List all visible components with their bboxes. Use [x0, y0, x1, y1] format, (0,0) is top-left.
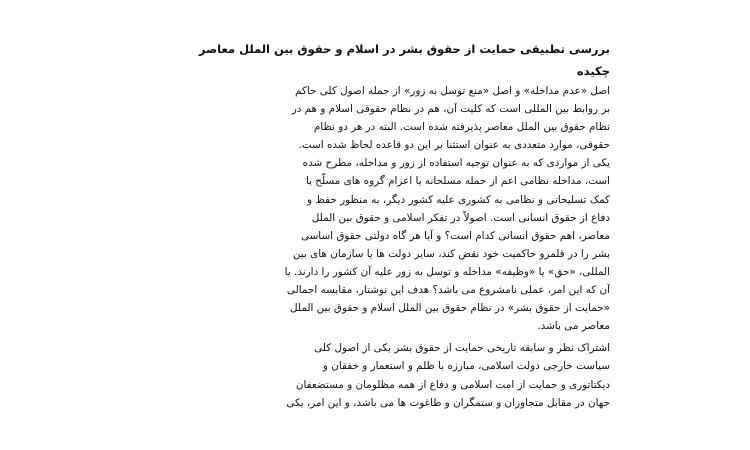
text-line: یکی از مواردی که به عنوان توجیه استفاده از زور و مداخله، مطرح شده — [302, 157, 610, 170]
text-line: است، مداخله نظامی اعم از حمله مسلحانه یا اعزام گروه های مسلّح یا — [305, 175, 610, 188]
text-line: کمک تسلیحاتی و نظامی به کشوری علیه کشور دیگر، به منظور حفظ و — [307, 193, 610, 206]
text-line: سیاست خارجی دولت اسلامی، مبارزه با ظلم و استعمار و خفقان و — [322, 360, 610, 373]
abstract-heading: چکیده — [576, 64, 610, 78]
text-line: جهان در مقابل متجاوزان و ستمگران و طاغوت ها می باشد، و این امر، یکی — [286, 396, 610, 409]
document-title: بررسی تطبیقی حمایت از حقوق بشر در اسلام و حقوق بین الملل معاصر — [198, 42, 610, 56]
text-line: نظام حقوق بین الملل معاصر پذیرفته شده است. البته در هر دو نظام — [313, 121, 610, 134]
text-line: آن که این امر، عملی نامشروع می باشد؟ هدف این نوشتار، مقایسه اجمالی — [286, 284, 610, 297]
text-line: دفاع از حقوق انسانی است. اصولاً در تفکر اسلامی و حقوق بین الملل — [311, 211, 610, 224]
text-line: اشتراک نظر و سابقه تاریخی حمایت از حقوق بشر یکی از اصول کلی — [314, 342, 610, 355]
text-line: معاصر، اهم حقوق انسانی کدام است؟ و آیا هر گاه دولتی حقوق اساسی — [300, 229, 610, 242]
body-paragraph — [140, 339, 610, 411]
text-line: المللی، «حق» یا «وظیفه» مداخله و توسل به زور علیه آن کشور را دارند. یا — [284, 265, 610, 278]
text-line: اصل «عدم مداخله» و اصل «منع توسل به زور» از جمله اصول کلی حاکم — [294, 85, 610, 97]
text-line: دیکتاتوری و حمایت از امت اسلامی و دفاع از همه مظلومان و مستضعفان — [295, 378, 610, 391]
text-line: معاصر می باشد. — [537, 320, 610, 333]
text-line: «حمایت از حقوق بشر» در نظام حقوق بین الملل اسلام و حقوق بین الملل — [290, 302, 610, 315]
document-body — [140, 40, 610, 416]
text-line: بشر را در قلمرو حاکمیت خود نقض کند، سایر دولت ها یا سازمان های بین — [292, 247, 610, 260]
abstract-paragraph — [140, 82, 610, 335]
text-line: حقوقی، موارد متعددی به عنوان استثنا بر این دو قاعده لحاظ شده است. — [298, 139, 610, 152]
text-line: بر روابط بین المللی است که کلیت آن، هم در نظام حقوقی اسلام و هم در — [291, 103, 610, 116]
